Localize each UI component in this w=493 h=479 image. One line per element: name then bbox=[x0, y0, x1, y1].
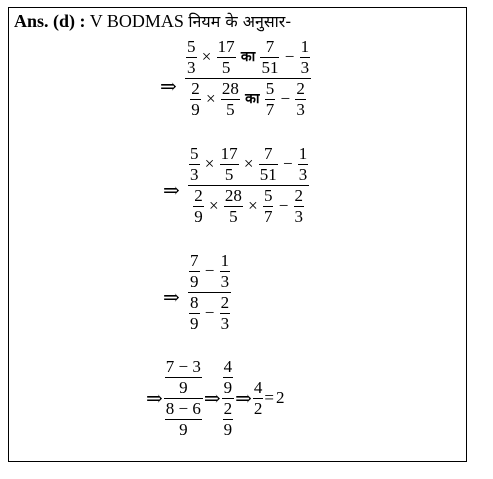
operator: − bbox=[284, 47, 295, 67]
numerator: 2 bbox=[191, 78, 200, 98]
step2-main-fraction bbox=[188, 145, 309, 225]
step1-main-fraction bbox=[185, 38, 311, 118]
step2-numerator bbox=[188, 145, 309, 184]
numerator bbox=[164, 358, 203, 397]
fraction bbox=[260, 38, 279, 77]
step3-expression bbox=[188, 252, 231, 332]
denominator: 9 bbox=[190, 313, 199, 333]
numerator: 1 bbox=[298, 144, 308, 163]
numerator: 1 bbox=[300, 37, 310, 56]
denominator: 3 bbox=[220, 313, 230, 333]
operator: × bbox=[206, 89, 216, 109]
numerator: 2 bbox=[294, 185, 304, 205]
fraction bbox=[265, 80, 276, 119]
numerator: 5 bbox=[187, 37, 196, 56]
fraction bbox=[189, 294, 200, 333]
numerator: 1 bbox=[220, 251, 230, 270]
step2-expression bbox=[188, 145, 309, 225]
fraction bbox=[165, 358, 202, 397]
heading-latin-text: V BODMAS bbox=[85, 11, 189, 31]
numerator: 17 bbox=[220, 144, 238, 163]
fraction bbox=[294, 187, 305, 226]
denominator: 2 bbox=[253, 398, 263, 418]
denominator: 3 bbox=[190, 164, 199, 184]
step2-denominator bbox=[192, 187, 305, 226]
numerator: 28 bbox=[221, 78, 239, 98]
implies-arrow-1: ⇒ bbox=[160, 74, 177, 98]
step3-main-fraction bbox=[188, 252, 231, 332]
step3-numerator bbox=[188, 252, 231, 291]
answer-heading bbox=[14, 10, 291, 32]
denominator: 9 bbox=[223, 419, 233, 439]
step4-fraction-c bbox=[253, 379, 264, 418]
denominator: 9 bbox=[223, 377, 233, 397]
numerator: 7 bbox=[190, 251, 199, 270]
fraction-bar bbox=[188, 185, 309, 186]
fraction bbox=[223, 400, 234, 439]
fraction bbox=[295, 80, 306, 119]
numerator: 4 bbox=[223, 357, 233, 376]
denominator: 9 bbox=[191, 99, 200, 119]
denominator: 9 bbox=[194, 206, 203, 226]
fraction bbox=[259, 145, 278, 184]
numerator: 5 bbox=[265, 78, 275, 98]
denominator: 9 bbox=[179, 377, 188, 397]
denominator: 7 bbox=[263, 206, 273, 226]
step4-fraction-b bbox=[222, 358, 235, 438]
fraction bbox=[217, 38, 236, 77]
fraction bbox=[220, 145, 239, 184]
denominator: 3 bbox=[220, 271, 230, 291]
numerator: 2 bbox=[296, 78, 305, 98]
denominator: 5 bbox=[221, 57, 231, 77]
denominator: 3 bbox=[298, 164, 308, 184]
numerator: 7 − 3 bbox=[165, 357, 201, 376]
implies-arrow-2: ⇒ bbox=[163, 178, 180, 202]
operator: − bbox=[204, 261, 215, 281]
operator: − bbox=[280, 89, 291, 109]
operator: × bbox=[204, 154, 215, 174]
operator: × bbox=[243, 154, 254, 174]
answer-label: Ans. (d) : bbox=[14, 11, 86, 31]
numerator bbox=[222, 358, 235, 397]
denominator: 3 bbox=[296, 99, 305, 119]
fraction bbox=[220, 294, 231, 333]
final-result: 2 bbox=[275, 388, 285, 408]
step4-expression bbox=[145, 358, 285, 438]
denominator: 3 bbox=[294, 206, 304, 226]
fraction bbox=[190, 80, 201, 119]
denominator bbox=[222, 400, 235, 439]
fraction bbox=[220, 252, 231, 291]
numerator: 7 bbox=[265, 37, 275, 56]
numerator: 17 bbox=[217, 37, 235, 56]
numerator: 2 bbox=[194, 185, 203, 205]
implies-arrow-5: ⇒ bbox=[203, 386, 221, 411]
denominator: 3 bbox=[300, 57, 310, 77]
fraction-bar bbox=[185, 78, 311, 79]
fraction bbox=[186, 38, 197, 77]
denominator: 9 bbox=[190, 271, 199, 291]
denominator: 9 bbox=[179, 419, 188, 439]
fraction bbox=[300, 38, 311, 77]
ka-text: का bbox=[240, 49, 256, 65]
numerator: 8 bbox=[190, 292, 199, 312]
denominator: 5 bbox=[226, 99, 235, 119]
fraction bbox=[263, 187, 274, 226]
numerator: 4 bbox=[253, 377, 263, 397]
numerator: 28 bbox=[224, 185, 242, 205]
numerator: 5 bbox=[190, 144, 199, 163]
numerator: 7 bbox=[263, 144, 273, 163]
fraction bbox=[193, 187, 204, 226]
denominator: 5 bbox=[229, 206, 238, 226]
numerator: 2 bbox=[223, 398, 233, 418]
denominator bbox=[164, 400, 203, 439]
denominator: 51 bbox=[259, 164, 277, 184]
equals-sign: = bbox=[264, 388, 274, 408]
denominator: 51 bbox=[261, 57, 279, 77]
operator: − bbox=[282, 154, 293, 174]
fraction bbox=[221, 80, 240, 119]
operator: × bbox=[201, 47, 212, 67]
operator: × bbox=[248, 196, 258, 216]
fraction bbox=[189, 252, 200, 291]
denominator: 7 bbox=[265, 99, 275, 119]
step4-fraction-a bbox=[164, 358, 203, 438]
fraction bbox=[189, 145, 200, 184]
denominator: 5 bbox=[224, 164, 234, 184]
ka-text: का bbox=[245, 90, 260, 107]
step3-denominator bbox=[188, 294, 231, 333]
fraction bbox=[224, 187, 243, 226]
numerator: 5 bbox=[263, 185, 273, 205]
numerator: 2 bbox=[220, 292, 230, 312]
implies-arrow-6: ⇒ bbox=[235, 386, 252, 411]
operator: − bbox=[278, 196, 289, 216]
operator: − bbox=[204, 303, 215, 323]
fraction bbox=[223, 358, 234, 397]
operator: × bbox=[209, 196, 219, 216]
fraction bbox=[165, 400, 202, 439]
implies-arrow-3: ⇒ bbox=[163, 285, 180, 309]
fraction bbox=[298, 145, 309, 184]
step1-denominator bbox=[189, 80, 307, 119]
step1-expression bbox=[185, 38, 311, 118]
denominator: 3 bbox=[187, 57, 196, 77]
heading-hindi-text: नियम के अनुसार- bbox=[188, 12, 292, 31]
numerator: 8 − 6 bbox=[165, 398, 201, 418]
implies-arrow-4: ⇒ bbox=[146, 386, 163, 411]
step1-numerator bbox=[185, 38, 311, 77]
